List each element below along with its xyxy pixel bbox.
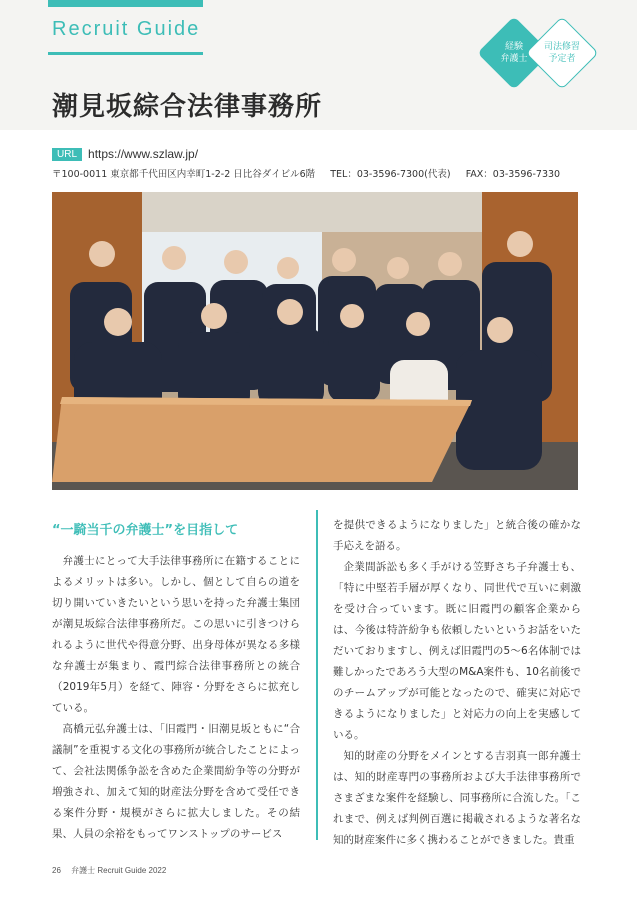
firm-url-link[interactable]: https://www.szlaw.jp/ [88, 147, 199, 161]
column-divider [316, 510, 318, 840]
address: 〒100-0011 東京都千代田区内幸町1-2-2 日比谷ダイビル6階 [52, 169, 316, 180]
address-row [52, 166, 560, 180]
page-footer [52, 865, 166, 876]
group-photo [52, 192, 578, 490]
paragraph: 知的財産の分野をメインとする吉羽真一郎弁護士は、知的財産専門の事務所および大手法律事務所でさまざまな案件を経験し、同事務所に合流した。「これまで、例えば判例百選に掲載されるような著名な知的財産案件に多く携わることができました。貴重 [333, 750, 581, 846]
publication-name: 弁護士 Recruit Guide 2022 [71, 866, 167, 875]
url-row [52, 146, 198, 162]
category-badges [482, 22, 592, 84]
url-label: URL [52, 148, 82, 161]
paragraph: を提供できるようになりました」と統合後の確かな手応えを語る。 [333, 519, 581, 552]
firm-name: 潮見坂綜合法律事務所 [52, 92, 323, 122]
article-right-column [333, 515, 581, 851]
guide-title: Recruit Guide [52, 18, 201, 40]
article-heading: “一騎当千の弁護士”を目指して [52, 523, 239, 538]
title-underline [48, 52, 203, 55]
accent-top-bar [48, 0, 203, 7]
paragraph: 弁護士にとって大手法律事務所に在籍することによるメリットは多い。しかし、個として自らの道を切り開いていきたいという思いを持った弁護士集団が潮見坂綜合法律事務所だ。この思いに引きつけられるように世代や得意分野、出身母体が異なる多様な弁護士が集まり、霞門綜合法律事務所との統合（2019年5月）を経て、陣容・分野をさらに拡充している。 [52, 555, 300, 714]
page-number: 26 [52, 866, 61, 875]
article-left-column [52, 515, 300, 845]
fax: FAX：03-3596-7330 [465, 169, 561, 180]
telephone: TEL：03-3596-7300(代表) [330, 169, 451, 180]
paragraph: 高橋元弘弁護士は、「旧霞門・旧潮見坂ともに“合議制”を重視する文化の事務所が統合したことによって、会社法関係争訟を含めた企業間紛争等の分野が増強され、加えて知的財産法分野を含めて受任できる案件分野・規模がさらに拡大しました。その結果、人員の余裕をもってワンストップのサービス [52, 723, 300, 840]
badge-legal-trainee: 司法修習 予定者 [543, 42, 580, 64]
paragraph: 企業間訴訟も多く手がける笠野さち子弁護士も、「特に中堅若手層が厚くなり、同世代で互いに刺激を受け合っています。既に旧霞門の顧客企業からは、今後は特許紛争も依頼したいというお話をいただいておりますし、例えば旧霞門の5～6名体制では難しかったであろう大型のM&A案件も、10名前後でのチームアップが可能となったので、確実に対応できるようになりました」と対応力の向上を実感している。 [333, 561, 581, 741]
badge-experienced-lawyer: 経験 弁護士 [500, 42, 528, 64]
